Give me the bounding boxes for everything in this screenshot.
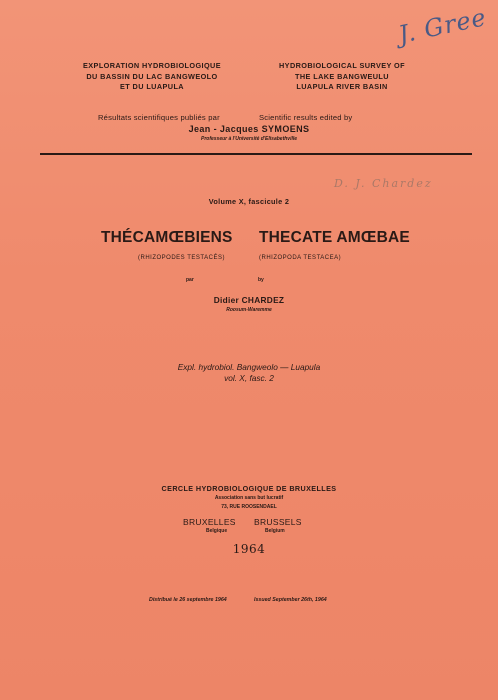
author-location: Roosum-Waremme <box>226 307 272 313</box>
city-english: BRUSSELS <box>254 517 302 527</box>
citation <box>0 362 498 383</box>
handwritten-note: J. Gree <box>396 3 490 49</box>
handwritten-signature <box>396 3 498 58</box>
subtitle-english: (RHIZOPODA TESTACEA) <box>259 255 342 261</box>
by-english: by <box>258 277 264 283</box>
publisher-address: 73, RUE ROOSENDAEL <box>221 504 277 510</box>
country-french: Belgique <box>206 528 228 534</box>
results-english: Scientific results edited by <box>259 113 353 122</box>
editor-title: Professeur à l'Université d'Elisabethville <box>200 136 298 142</box>
volume-label: Volume X, fascicule 2 <box>208 197 290 206</box>
header-english-line: LUAPULA RIVER BASIN <box>296 82 388 91</box>
pencil-note: D. J. Chardez <box>334 177 433 190</box>
horizontal-rule <box>40 153 472 155</box>
city-french: BRUXELLES <box>183 517 236 527</box>
header-french-line: ET DU LUAPULA <box>120 82 184 91</box>
editor-name: Jean - Jacques SYMOENS <box>188 124 310 134</box>
by-french: par <box>186 277 194 283</box>
title-french: THÉCAMŒBIENS <box>101 229 233 246</box>
header-english <box>237 61 447 93</box>
citation-line: Expl. hydrobiol. Bangweolo — Luapula <box>177 362 321 372</box>
publisher-name: CERCLE HYDROBIOLOGIQUE DE BRUXELLES <box>161 484 337 493</box>
header-english-line: HYDROBIOLOGICAL SURVEY OF <box>279 61 405 70</box>
header-french <box>52 61 252 93</box>
header-french-line: DU BASSIN DU LAC BANGWEOLO <box>86 71 218 81</box>
header-french-line: EXPLORATION HYDROBIOLOGIQUE <box>83 61 221 70</box>
distribution-french: Distribué le 26 septembre 1964 <box>149 597 227 603</box>
distribution-english: Issued September 26th, 1964 <box>254 597 327 603</box>
author-name: Didier CHARDEZ <box>213 295 285 305</box>
publication-year: 1964 <box>232 542 266 556</box>
publisher-association: Association sans but lucratif <box>214 495 284 501</box>
citation-line: vol. X, fasc. 2 <box>224 372 274 383</box>
country-english: Belgium <box>265 528 285 534</box>
header-english-line: THE LAKE BANGWEULU <box>295 71 389 81</box>
subtitle-french: (RHIZOPODES TESTACÉS) <box>138 255 225 261</box>
results-french: Résultats scientifiques publiés par <box>98 113 220 122</box>
title-english: THECATE AMŒBAE <box>259 229 410 246</box>
